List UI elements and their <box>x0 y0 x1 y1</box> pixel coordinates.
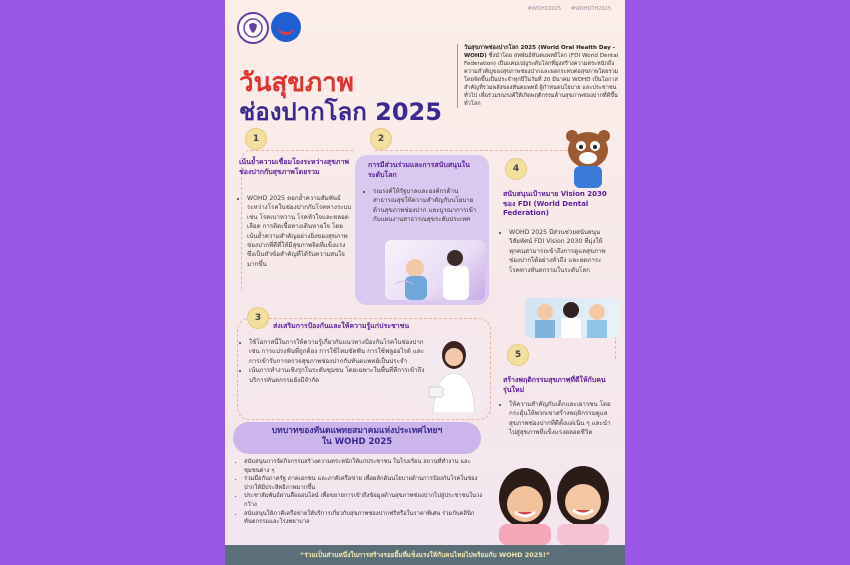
footer-slogan: “ร่วมเป็นส่วนหนึ่งในการสร้างรอยยิ้มที่แข็งแรงให้กับคนไทยไปพร้อมกับ WOHD 2025!” <box>225 545 625 565</box>
section-5-text <box>501 400 613 438</box>
intro-text: ซึ่งนำโดย สหพันธ์ทันตแพทย์โลก (FDI World Dental Federation) เป็นแคมเปญระดับโลกที่มุ่งสร้างความตระหนักถึงความสำคัญของสุขภาพช่องปากและผลกระทบต่อสุขภาพโดยรวม โดยจัดขึ้นเป็นประจำทุกปีในวันที่ 20 มีนาคม WOHD เป็นโอกาสสำคัญที่รวมพลังของทันตแพทย์ ผู้กำหนดนโยบาย และประชาชนทั่วไป เพื่อร่วมรณรงค์ให้เกิดพฤติกรรมด้านสุขภาพช่องปากที่ดีขึ้นทั่วโลก <box>464 53 619 107</box>
dental-team-photo <box>525 298 619 338</box>
section-5-heading: สร้างพฤติกรรมสุขภาพที่ดีให้กับคนรุ่นใหม่ <box>503 376 606 394</box>
hashtag: #WOHDTH2025 <box>570 6 611 12</box>
list-item: • ให้ความสำคัญกับเด็กและเยาวชน โดยกระตุ้นให้พวกเขาสร้างพฤติกรรมดูแลสุขภาพช่องปากที่ดีตั้งแต่เนิ่น ๆ และนำไปสู่สุขภาพที่แข็งแรงตลอดชีวิต <box>509 400 613 438</box>
page-title-line2: ช่องปากโลก 2025 <box>239 98 442 126</box>
role-list <box>237 458 485 527</box>
section-3-text <box>241 338 429 385</box>
section-4-heading: สนับสนุนเป้าหมาย Vision 2030 ของ FDI (World Dental Federation) <box>503 190 607 217</box>
mascot-character <box>560 128 615 188</box>
section-2-text <box>365 187 483 225</box>
dentist-patient-photo <box>385 240 485 300</box>
list-item: • รณรงค์ให้รัฐบาลและองค์กรด้านสาธารณสุขให้ความสำคัญกับนโยบายด้านสุขภาพช่องปาก และบูรณาการเข้ากับแผนงานสาธารณสุขระดับประเทศ <box>373 187 483 225</box>
list-item: • WOHD 2025 มีส่วนช่วยสนับสนุนวิสัยทัศน์ FDI Vision 2030 ที่มุ่งให้ทุกคนสามารถเข้าถึงการดูแลสุขภาพช่องปากได้อย่างทั่วถึง และลดภาระโรคทางทันตกรรมในระดับโลก <box>509 228 609 275</box>
section-3-heading: ส่งเสริมการป้องกันและให้ความรู้แก่ประชาชน <box>273 322 410 330</box>
section-number-5: 5 <box>507 344 529 366</box>
hashtags <box>520 6 611 12</box>
page-title-line1: วันสุขภาพ <box>239 68 354 98</box>
hashtag: #WOHD2025 <box>527 6 562 12</box>
dentist-photo <box>425 335 483 413</box>
section-number-4: 4 <box>505 158 527 180</box>
section-4-text <box>501 228 609 275</box>
role-title-line1: บทบาทของทันตแพทยสมาคมแห่งประเทศไทยฯ <box>271 426 443 436</box>
list-item: • สนับสนุนให้ภาคีเครือข่ายให้บริการเกี่ยวกับสุขภาพช่องปากฟรีหรือในราคาพิเศษ ร่วมกับคลินิกทันตกรรมและโรงพยาบาล <box>244 510 485 527</box>
section-number-3: 3 <box>247 307 269 329</box>
intro-paragraph <box>457 44 624 108</box>
list-item: • WOHD 2025 ตอกย้ำความสัมพันธ์ระหว่างโรคในช่องปากกับโรคทางระบบ เช่น โรคเบาหวาน โรคหัวใจและหลอดเลือด การติดเชื้อทางเดินหายใจ โดยเน้นย้ำความสำคัญอย่างยิ่งของสุขภาพช่องปากที่ดีที่ให้มีสุขภาพจิตที่แข็งแรง ซึ่งเป็นหัวข้อสำคัญที่ได้รับความสนใจมากขึ้น <box>247 194 353 269</box>
smiling-children-photo <box>487 462 621 545</box>
role-title-line2: ใน WOHD 2025 <box>321 437 393 447</box>
section-number-2: 2 <box>370 128 392 150</box>
intro-bold: วันสุขภาพช่องปากโลก 2025 (World Oral Health Day - WOHD) <box>464 45 616 59</box>
role-title <box>233 426 481 448</box>
poster <box>225 0 625 565</box>
section-1-heading: เน้นย้ำความเชื่อมโยงระหว่างสุขภาพช่องปากกับสุขภาพโดยรวม <box>239 158 350 176</box>
section-2-heading: การมีส่วนร่วมและการสนับสนุนในระดับโลก <box>368 161 470 179</box>
list-item: • ร่วมมือกับภาครัฐ ภาคเอกชน และภาคีเครือข่าย เพื่อผลักดันนโยบายด้านการป้องกันโรคในช่องปากให้มีประสิทธิภาพมากขึ้น <box>244 475 485 492</box>
wohd-smile-logo <box>271 12 301 42</box>
dental-association-logo <box>237 12 269 44</box>
list-item: • เน้นการทำงานเชิงรุกในระดับชุมชน โดยเฉพาะในพื้นที่ที่การเข้าถึงบริการทันตกรรมยังมีจำกัด <box>249 366 429 385</box>
list-item: • ประชาสัมพันธ์ผ่านสื่อออนไลน์ เพื่อขยายการเข้าถึงข้อมูลด้านสุขภาพช่องปากไปสู่ประชาชนในวงกว้าง <box>244 492 485 509</box>
section-1-text <box>239 194 353 269</box>
section-number-1: 1 <box>245 128 267 150</box>
list-item: • สนับสนุนการจัดกิจกรรมสร้างความตระหนักให้แก่ประชาชน ในโรงเรียน สถานที่ทำงาน และชุมชนต่าง ๆ <box>244 458 485 475</box>
list-item: • ใช้โอกาสนี้ในการให้ความรู้เกี่ยวกับแนวทางป้องกันโรคในช่องปาก เช่น การแปรงฟันที่ถูกต้อง การใช้ไหมขัดฟัน การใช้ฟลูออไรด์ และการเข้ารับการตรวจสุขภาพช่องปากกับทันตแพทย์เป็นประจำ <box>249 338 429 366</box>
